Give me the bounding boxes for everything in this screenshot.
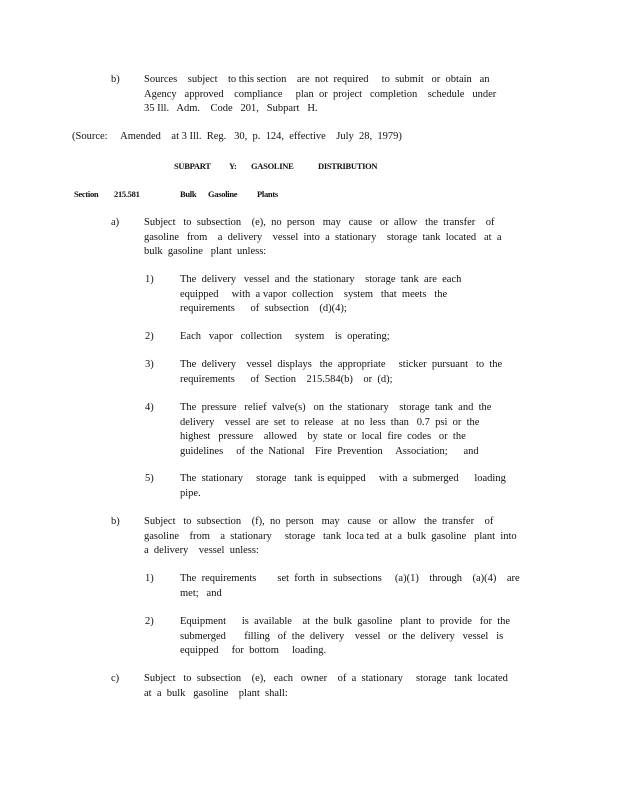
text-line: a delivery vessel unless: xyxy=(144,545,259,556)
item-label: 1) xyxy=(145,573,154,584)
paragraph-b-sources xyxy=(144,73,496,117)
text-line: Equipment is available at the bulk gasoline plant to provide for the xyxy=(180,616,511,627)
text-line: 35 Ill. Adm. Code 201, Subpart H. xyxy=(144,103,318,114)
text-line: at a bulk gasoline plant shall: xyxy=(144,687,288,699)
text-line: pipe. xyxy=(180,487,201,499)
item-label: c) xyxy=(111,673,120,684)
section-number: 215.581 xyxy=(114,189,140,199)
text-line: requirements of Section 215.584(b) or (d); xyxy=(180,373,393,385)
section-title-3: Plants xyxy=(257,189,278,199)
subpart-letter: Y: xyxy=(229,161,237,171)
paragraph-a4 xyxy=(180,401,491,459)
item-label: b) xyxy=(111,74,120,85)
text-line: The pressure relief valve(s) on the stationary storage tank and the xyxy=(180,402,492,413)
item-label: 2) xyxy=(145,331,154,342)
paragraph-a3 xyxy=(180,358,502,387)
text-line: gasoline from a delivery vessel into a stationary storage tank located at a xyxy=(144,231,502,243)
item-label: 5) xyxy=(145,473,154,484)
text-line: requirements of subsection (d)(4); xyxy=(180,303,347,314)
section-title-1: Bulk xyxy=(180,189,197,199)
text-line: bulk gasoline plant unless: xyxy=(144,246,267,257)
subpart-title-1: GASOLINE xyxy=(251,161,294,171)
paragraph-b xyxy=(144,515,517,559)
text-line: Agency approved compliance plan or project completion schedule under xyxy=(144,88,497,100)
paragraph-a2 xyxy=(180,330,390,345)
item-label: 4) xyxy=(145,402,154,413)
text-line: The delivery vessel displays the appropriate sticker pursuant to the xyxy=(180,359,503,370)
text-line: The delivery vessel and the stationary storage tank are each xyxy=(180,274,462,285)
text-line: guidelines of the National Fire Prevention Association; and xyxy=(180,445,479,457)
section-label: Section xyxy=(74,189,99,199)
section-title-2: Gasoline xyxy=(208,189,238,199)
paragraph-b2 xyxy=(180,615,510,659)
text-line: Subject to subsection (e), each owner of a stationary storage tank located xyxy=(144,673,508,684)
subpart-label: SUBPART xyxy=(174,161,211,171)
item-label: a) xyxy=(111,217,120,228)
item-label: 3) xyxy=(145,359,154,370)
paragraph-a xyxy=(144,216,501,260)
text-line: highest pressure allowed by state or local fire codes or the xyxy=(180,431,466,442)
text-line: met; and xyxy=(180,587,222,599)
text-line: Subject to subsection (e), no person may cause or allow the transfer of xyxy=(144,217,495,228)
item-label: 1) xyxy=(145,274,154,285)
paragraph-c xyxy=(144,672,508,701)
text-line: submerged filling of the delivery vessel or the delivery vessel is xyxy=(180,630,504,642)
paragraph-a5 xyxy=(180,472,506,501)
text-line: gasoline from a stationary storage tank loca ted at a bulk gasoline plant into xyxy=(144,530,517,542)
text-line: equipped with a vapor collection system that meets the xyxy=(180,288,448,300)
subpart-title-2: DISTRIBUTION xyxy=(318,161,378,171)
source-note: (Source: Amended at 3 Ill. Reg. 30, p. 124, effective July 28, 1979) xyxy=(72,131,402,142)
paragraph-b1 xyxy=(180,572,520,601)
text-line: delivery vessel are set to release at no less than 0.7 psi or the xyxy=(180,416,480,428)
item-label: 2) xyxy=(145,616,154,627)
item-label: b) xyxy=(111,516,120,527)
text-line: Sources subject to this section are not required to submit or obtain an xyxy=(144,74,490,85)
paragraph-a1 xyxy=(180,273,461,317)
text-line: The stationary storage tank is equipped with a submerged loading xyxy=(180,473,506,484)
text-line: The requirements set forth in subsections (a)(1) through (a)(4) are xyxy=(180,573,520,584)
text-line: equipped for bottom loading. xyxy=(180,645,327,656)
text-line: Subject to subsection (f), no person may cause or allow the transfer of xyxy=(144,516,494,527)
text-line: Each vapor collection system is operating; xyxy=(180,331,390,342)
